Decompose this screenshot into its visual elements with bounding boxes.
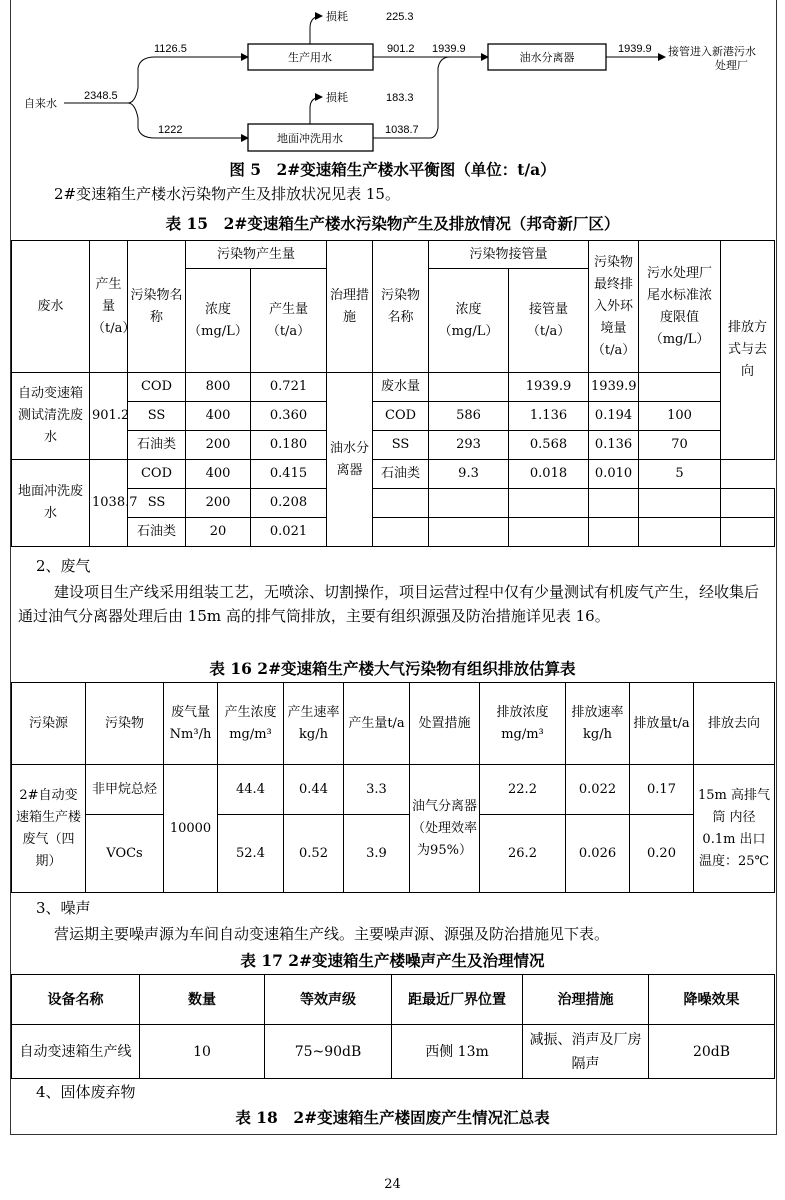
section2-heading: 2、废气: [36, 557, 91, 575]
t15-cell: 0.136: [589, 431, 639, 460]
t16-h-emit-rate: 排放速率kg/h: [566, 683, 630, 765]
t15-cell: [509, 489, 589, 518]
table16: [11, 682, 775, 893]
t16-cell: 22.2: [480, 765, 566, 815]
production-loss-label: 损耗: [326, 11, 348, 23]
section4-heading: 4、固体废弃物: [36, 1083, 136, 1101]
t16-gas-volume: 10000: [164, 765, 218, 893]
t15-cell: 1.136: [509, 402, 589, 431]
table15-title: 表 15 2#变速箱生产楼水污染物产生及排放情况（邦奇新厂区）: [165, 214, 620, 233]
page-number: 24: [384, 1177, 401, 1192]
t15-cell: [639, 373, 721, 402]
t15-cell: [429, 518, 509, 547]
table18-title: 表 18 2#变速箱生产楼固废产生情况汇总表: [235, 1108, 550, 1127]
t16-h-conc: 产生浓度mg/m³: [218, 683, 284, 765]
table16-title: 表 16 2#变速箱生产楼大气污染物有组织排放估算表: [209, 659, 576, 678]
floor-water-label: 地面冲洗用水: [277, 133, 343, 145]
table17-title: 表 17 2#变速箱生产楼噪声产生及治理情况: [240, 951, 545, 970]
figure-caption: 图 5 2#变速箱生产楼水平衡图（单位：t/a）: [229, 160, 556, 179]
t16-cell: 0.44: [284, 765, 344, 815]
t15-cell: 废水量: [373, 373, 429, 402]
t15-cell: COD: [373, 402, 429, 431]
t15-cell: 200: [186, 431, 251, 460]
t15-cell: 0.721: [251, 373, 327, 402]
t15-cell: 0.568: [509, 431, 589, 460]
t16-cell: 0.52: [284, 815, 344, 893]
t17-h-quantity: 数量: [140, 975, 265, 1025]
t15-cell: [589, 489, 639, 518]
t16-cell: 44.4: [218, 765, 284, 815]
t15-cell: SS: [373, 431, 429, 460]
t15-h-treatment: 治理措施: [327, 241, 373, 373]
flow-floor-out: 1038.7: [385, 124, 419, 136]
t15-h-discharge-group: 污染物接管量: [429, 241, 589, 269]
flow-to-production: 1126.5: [154, 43, 187, 55]
t15-treatment-value: 油水分离器: [327, 373, 373, 547]
t15-cell: 1939.9: [589, 373, 639, 402]
t15-cell: 0.415: [251, 460, 327, 489]
t15-cell: 586: [429, 402, 509, 431]
t16-h-emit-conc: 排放浓度mg/m³: [480, 683, 566, 765]
table17: [11, 974, 775, 1079]
t15-cell: [429, 373, 509, 402]
t17-cell: 75~90dB: [265, 1025, 392, 1079]
t16-cell: VOCs: [86, 815, 164, 893]
flow-to-destination: 1939.9: [618, 43, 652, 55]
t16-h-route: 排放去向: [694, 683, 775, 765]
t15-cell: 石油类: [128, 518, 186, 547]
t15-cell: [639, 489, 721, 518]
t15-source1-name: 自动变速箱测试清洗废水: [12, 373, 90, 460]
t15-h-generation-group: 污染物产生量: [186, 241, 327, 269]
t16-route: 15m 高排气筒 内径 0.1m 出口温度：25℃: [694, 765, 775, 893]
section3-paragraph: 营运期主要噪声源为车间自动变速箱生产线。主要噪声源、源强及防治措施见下表。: [54, 925, 610, 943]
t15-h-wastewater: 废水: [12, 241, 90, 373]
destination-line1: 接管进入新港污水: [668, 46, 756, 58]
t15-cell: [429, 489, 509, 518]
t15-cell: 9.3: [429, 460, 509, 489]
t17-cell: 10: [140, 1025, 265, 1079]
section2-paragraph: 建设项目生产线采用组装工艺，无喷涂、切割操作，项目运营过程中仅有少量测试有机废气产生，经收集后通过油气分离器处理后由 15m 高的排气筒排放，主要有组织源强及防治措施详见表 16。: [18, 583, 760, 625]
t17-h-level: 等效声级: [265, 975, 392, 1025]
t15-cell: 0.180: [251, 431, 327, 460]
t16-cell: 0.026: [566, 815, 630, 893]
t15-cell: 400: [186, 402, 251, 431]
t15-cell: [373, 489, 429, 518]
t15-source1-amount: 901.2: [90, 373, 128, 460]
t17-cell: 减振、消声及厂房隔声: [523, 1025, 649, 1079]
t15-h-standard: 污水处理厂尾水标准浓度限值（mg/L）: [639, 241, 721, 373]
t15-cell: SS: [128, 402, 186, 431]
t15-cell: 400: [186, 460, 251, 489]
production-water-label: 生产用水: [288, 52, 332, 64]
t15-cell: [509, 518, 589, 547]
t17-cell: 20dB: [649, 1025, 775, 1079]
floor-loss-label: 损耗: [326, 92, 348, 104]
separator-label: 油水分离器: [519, 52, 575, 64]
t15-cell: [721, 489, 775, 518]
t16-cell: 52.4: [218, 815, 284, 893]
t15-cell: 70: [639, 431, 721, 460]
t15-cell: 0.360: [251, 402, 327, 431]
flow-source-total: 2348.5: [84, 90, 118, 102]
t15-h-pollutant2: 污染物名称: [373, 241, 429, 373]
t16-cell: 26.2: [480, 815, 566, 893]
t17-h-distance: 距最近厂界位置: [392, 975, 523, 1025]
destination-line2: 处理厂: [715, 60, 748, 72]
t15-h-route: 排放方式与去向: [721, 241, 775, 460]
t15-cell: 200: [186, 489, 251, 518]
production-loss-value: 225.3: [386, 11, 414, 23]
t15-cell: [639, 518, 721, 547]
t15-cell: 0.018: [509, 460, 589, 489]
t15-cell: 20: [186, 518, 251, 547]
flow-to-floor: 1222: [158, 124, 183, 136]
t15-h-final: 污染物最终排入外环境量（t/a）: [589, 241, 639, 373]
t15-cell: 0.208: [251, 489, 327, 518]
t15-cell: 1939.9: [509, 373, 589, 402]
t15-cell: 0.194: [589, 402, 639, 431]
t16-h-treatment: 处置措施: [410, 683, 480, 765]
t15-cell: SS: [128, 489, 186, 518]
t16-cell: 非甲烷总烃: [86, 765, 164, 815]
t15-cell: 0.010: [589, 460, 639, 489]
t15-h-conc: 浓度（mg/L）: [186, 269, 251, 373]
t16-cell: 0.022: [566, 765, 630, 815]
t15-h-pollutant: 污染物名称: [128, 241, 186, 373]
floor-loss-value: 183.3: [386, 92, 414, 104]
t16-source-name: 2#自动变速箱生产楼废气（四期）: [12, 765, 86, 893]
t17-h-equipment: 设备名称: [12, 975, 140, 1025]
flow-to-separator: 1939.9: [432, 43, 466, 55]
table15: [11, 240, 775, 547]
t15-cell: COD: [128, 460, 186, 489]
t16-cell: 0.20: [630, 815, 694, 893]
t16-treatment: 油气分离器（处理效率为95%）: [410, 765, 480, 893]
t15-h-gen-amount: 产生量（t/a）: [251, 269, 327, 373]
t15-cell: [373, 518, 429, 547]
t15-cell: 石油类: [128, 431, 186, 460]
t16-h-amount: 产生量t/a: [344, 683, 410, 765]
t16-cell: 3.3: [344, 765, 410, 815]
flow-production-out: 901.2: [387, 43, 415, 55]
t15-cell: 5: [639, 460, 721, 489]
t15-cell: 800: [186, 373, 251, 402]
t15-cell: 293: [429, 431, 509, 460]
t15-cell: [721, 518, 775, 547]
water-balance-diagram: [10, 0, 775, 165]
t16-h-rate: 产生速率kg/h: [284, 683, 344, 765]
section3-heading: 3、噪声: [36, 899, 91, 917]
intro-text: 2#变速箱生产楼水污染物产生及排放状况见表 15。: [54, 185, 400, 203]
t17-cell: 西侧 13m: [392, 1025, 523, 1079]
t15-h-conc2: 浓度（mg/L）: [429, 269, 509, 373]
t15-source2-name: 地面冲洗废水: [12, 460, 90, 547]
t16-h-gas-volume: 废气量Nm³/h: [164, 683, 218, 765]
t15-cell: 0.021: [251, 518, 327, 547]
t15-h-pipe: 接管量（t/a）: [509, 269, 589, 373]
t16-h-emit-amount: 排放量t/a: [630, 683, 694, 765]
t15-source2-amount: 1038.7: [90, 460, 128, 547]
t17-h-effect: 降噪效果: [649, 975, 775, 1025]
t17-cell: 自动变速箱生产线: [12, 1025, 140, 1079]
t15-cell: COD: [128, 373, 186, 402]
t15-h-amount: 产生量（t/a）: [90, 241, 128, 373]
t15-cell: 100: [639, 402, 721, 431]
t16-h-source: 污染源: [12, 683, 86, 765]
t16-h-pollutant: 污染物: [86, 683, 164, 765]
t16-cell: 3.9: [344, 815, 410, 893]
source-label: 自来水: [24, 98, 57, 110]
t15-cell: [589, 518, 639, 547]
t16-cell: 0.17: [630, 765, 694, 815]
t17-h-treatment: 治理措施: [523, 975, 649, 1025]
t15-cell: 石油类: [373, 460, 429, 489]
